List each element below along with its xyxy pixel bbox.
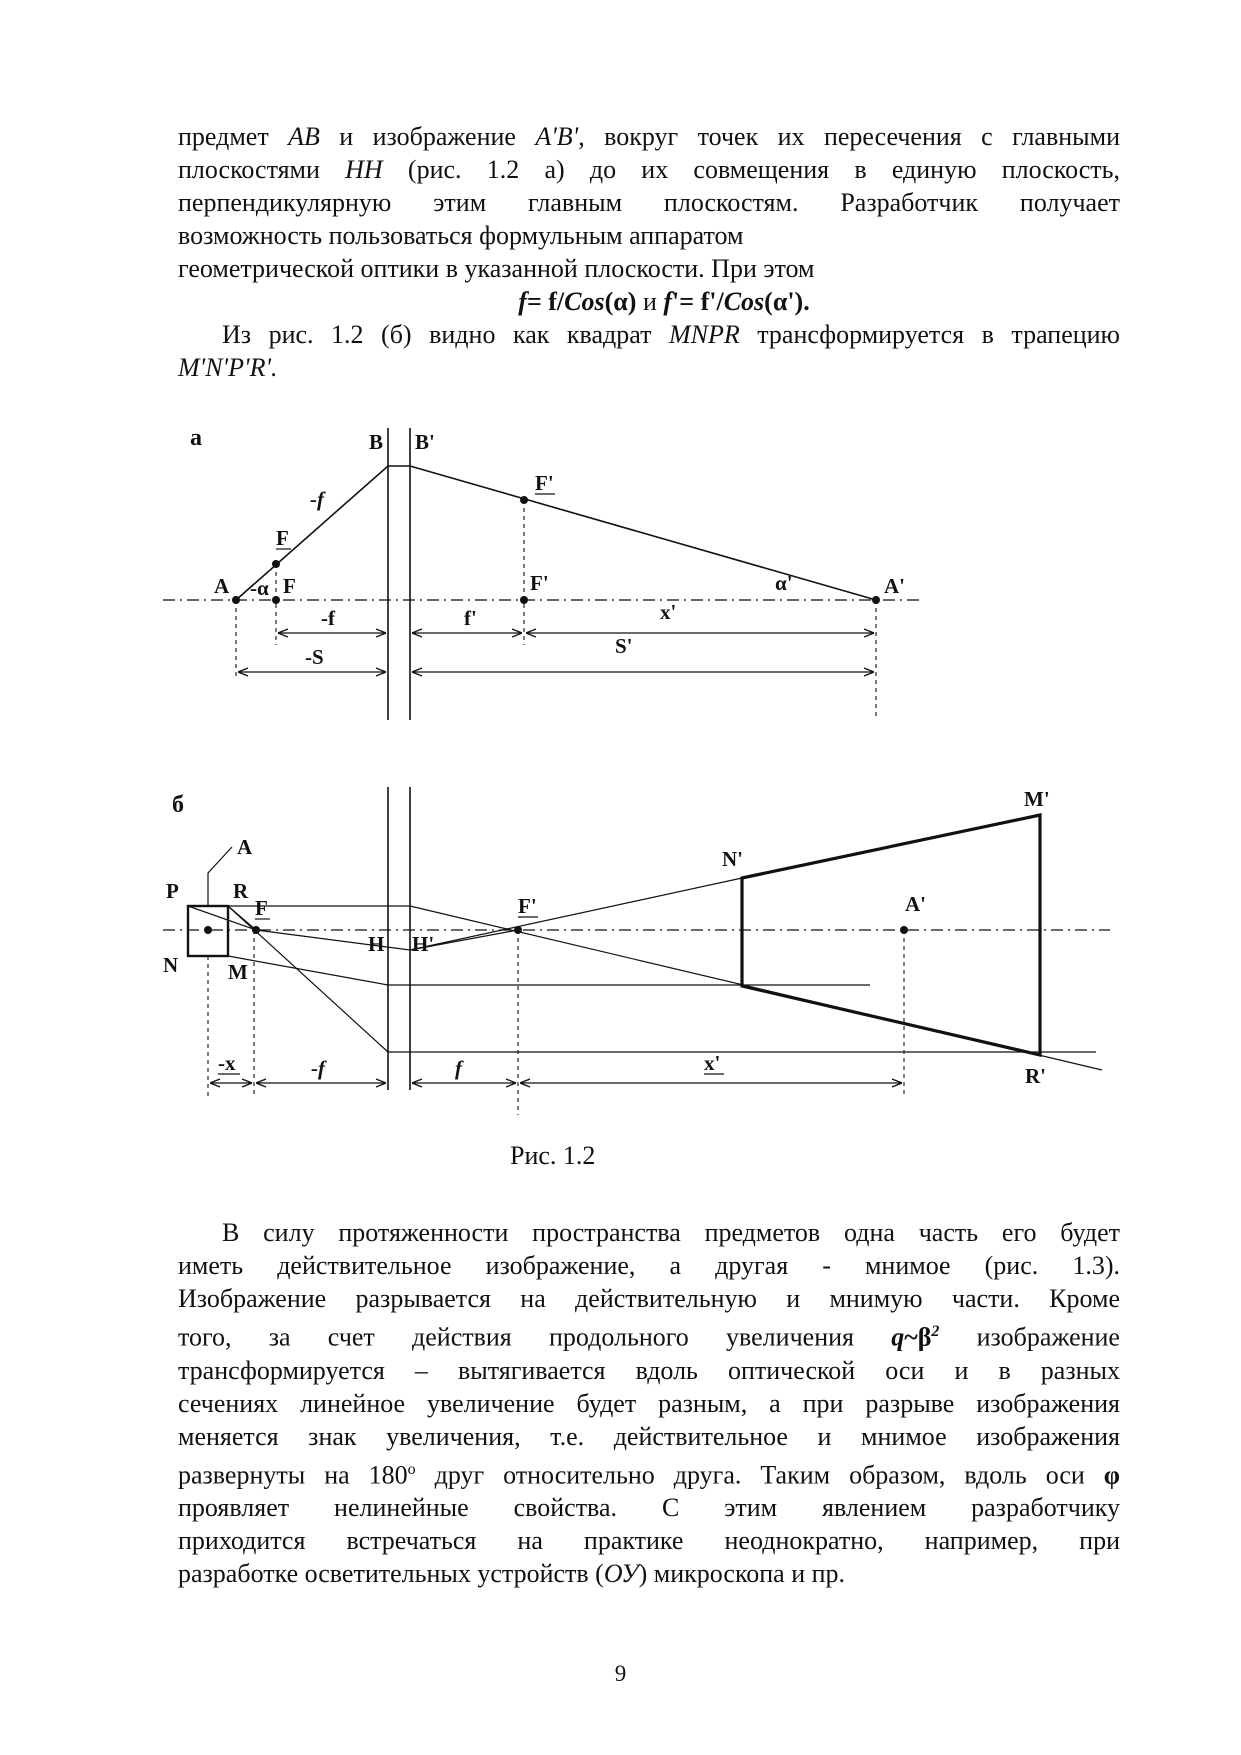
panel-b bbox=[163, 787, 1110, 1115]
text-line: В силу протяженности пространства предметов одна часть его будет bbox=[222, 1218, 1120, 1247]
text-line: развернуты на $180^о$ друг относительно друга. Таким образом, вдоль оси φ bbox=[178, 1460, 1120, 1490]
label-minus-f-top: -f bbox=[310, 487, 324, 511]
point-f-ray bbox=[272, 560, 280, 568]
text-line: геометрической оптики в указанной плоскости. При этом bbox=[178, 254, 815, 283]
figure-caption: Рис. 1.2 bbox=[510, 1141, 596, 1170]
text-line: плоскостями HH (рис. 1.2 а) до их совмещения в единую плоскость, bbox=[178, 155, 1121, 184]
label-a: A bbox=[237, 835, 253, 859]
text-line: иметь действительное изображение, а другая - мнимое (рис. 1.3). bbox=[178, 1251, 1120, 1280]
point-f-prime bbox=[514, 926, 522, 934]
label-dim-minus-f: -f bbox=[321, 606, 335, 630]
label-b-prime: B' bbox=[415, 430, 435, 454]
label-p: P bbox=[166, 879, 179, 903]
label-f: F bbox=[255, 896, 268, 920]
text-line: перпендикулярную этим главным плоскостям. Разработчик получает bbox=[178, 188, 1120, 217]
ray-f-down bbox=[228, 906, 388, 1052]
label-m: M bbox=[228, 960, 248, 984]
panel-b-labels bbox=[163, 787, 1050, 1088]
text-line: Изображение разрывается на действительную и мнимую части. Кроме bbox=[178, 1284, 1120, 1313]
point-a bbox=[232, 596, 240, 604]
label-f-prime-axis: F' bbox=[530, 571, 549, 595]
panel-label: б bbox=[172, 792, 184, 818]
point-a-prime bbox=[900, 926, 908, 934]
label-a: A bbox=[214, 574, 230, 598]
label-n-prime: N' bbox=[722, 847, 743, 871]
label-dim-f-prime: f' bbox=[464, 606, 477, 630]
image-trapezoid bbox=[742, 815, 1040, 1055]
point-f-axis bbox=[272, 596, 280, 604]
label-h: H bbox=[368, 932, 385, 956]
label-b: B bbox=[369, 430, 384, 454]
text-line: возможность пользоваться формульным аппаратом bbox=[178, 221, 744, 250]
point-f bbox=[252, 926, 260, 934]
label-dim-s-prime: S' bbox=[615, 634, 633, 658]
label-f-upper: F bbox=[276, 526, 289, 550]
text-line: приходится встречаться на практике неоднократно, например, при bbox=[178, 1526, 1120, 1556]
label-r-prime: R' bbox=[1025, 1064, 1046, 1088]
label-dim-x-prime: x' bbox=[704, 1051, 721, 1075]
label-f-axis: F bbox=[283, 574, 296, 598]
text-line: проявляет нелинейные свойства. С этим явлением разработчику bbox=[178, 1493, 1120, 1523]
paragraph-3 bbox=[178, 1216, 1120, 1590]
page-number: 9 bbox=[614, 1661, 627, 1686]
text-line: меняется знак увеличения, т.е. действительное и мнимое изображения bbox=[178, 1421, 1120, 1451]
label-dim-minus-x: -x bbox=[218, 1051, 236, 1075]
ray-h-f-prime bbox=[256, 930, 410, 950]
text-line: сечениях линейное увеличение будет разным, а при разрыве изображения bbox=[178, 1388, 1120, 1418]
point-f-prime-axis bbox=[520, 596, 528, 604]
label-f-prime: F' bbox=[518, 894, 537, 918]
object-marker-a bbox=[208, 847, 232, 906]
label-dim-f: f bbox=[455, 1056, 462, 1080]
label-n: N bbox=[163, 953, 179, 977]
ray-diagonal bbox=[188, 906, 256, 930]
point-f-prime-ray bbox=[520, 496, 528, 504]
label-a-prime: A' bbox=[905, 892, 926, 916]
label-a-prime: A' bbox=[884, 574, 905, 598]
point-a-prime bbox=[872, 596, 880, 604]
text-line: того, за счет действия продольного увеличения $q\sim\beta^2$ изображение bbox=[178, 1322, 1120, 1352]
text-line: разработке осветительных устройств (ОУ) микроскопа и пр. bbox=[178, 1559, 846, 1589]
ray-through-f-prime bbox=[410, 878, 742, 950]
point-a-object bbox=[204, 926, 212, 934]
label-alpha-prime: α' bbox=[775, 571, 793, 595]
text-line: M'N'P'R'. bbox=[178, 353, 278, 382]
label-r: R bbox=[233, 879, 249, 903]
label-dim-minus-f: -f bbox=[311, 1056, 325, 1080]
label-h-prime: H' bbox=[412, 932, 435, 956]
label-dim-minus-s: -S bbox=[305, 645, 324, 669]
label-m-prime: M' bbox=[1024, 787, 1050, 811]
formula: f= f/Cos(α) и f'= f'/Cos(α'). bbox=[518, 287, 810, 316]
ray-image-side bbox=[410, 466, 876, 600]
panel-label: а bbox=[190, 425, 202, 451]
text-line: Из рис. 1.2 (б) видно как квадрат MNPR трансформируется в трапецию bbox=[222, 320, 1120, 349]
text-line: трансформируется – вытягивается вдоль оптической оси и в разных bbox=[178, 1355, 1120, 1385]
ray-bottom-parallel-1 bbox=[228, 956, 388, 985]
text-line: предмет AB и изображение A'B', вокруг точек их пересечения с главными bbox=[178, 122, 1120, 151]
label-f-prime-top: F' bbox=[535, 471, 554, 495]
label-minus-alpha: -α bbox=[250, 576, 269, 600]
label-dim-x-prime: x' bbox=[660, 600, 677, 624]
